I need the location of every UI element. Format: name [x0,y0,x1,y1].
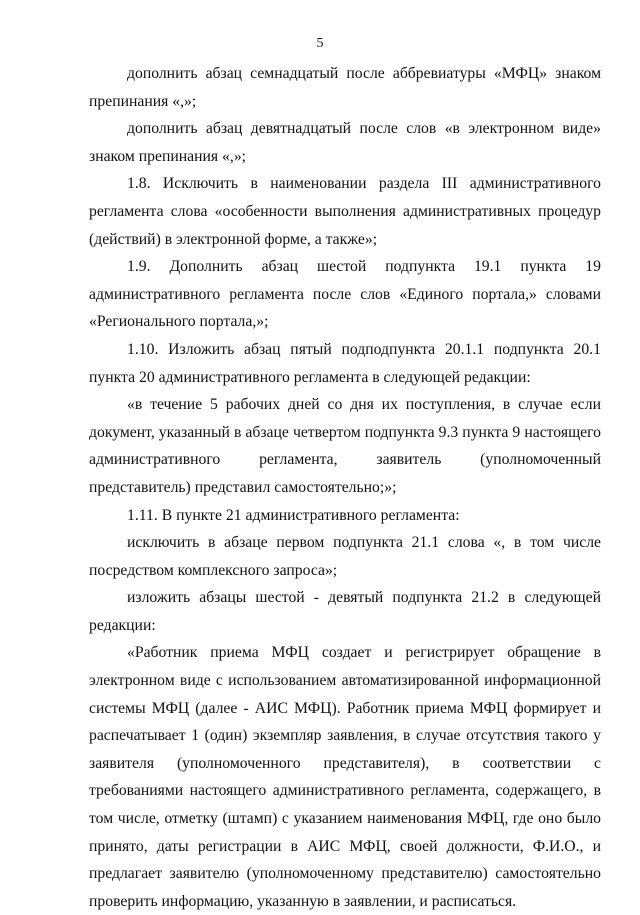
paragraph-amend-nineteenth: дополнить абзац девятнадцатый после слов «в электронном виде» знаком препинания «,»; [89,120,601,165]
paragraph-quote-mfc-worker: «Работник приема МФЦ создает и регистрирует обращение в электронном виде с использованием автоматизированной информационной системы МФЦ (далее - АИС МФЦ). Работник приема МФЦ формирует и распечатывает 1 (один) экземпляр заявления, в случае отсутствия такого у заявителя (уполномоченного представителя), в соответствии с требованиями настоящего административного регламента, содержащего, в том числе, отметку (штамп) с указанием наименования МФЦ, где оно было принято, даты регистрации в АИС МФЦ, своей должности, Ф.И.О., и предлагает заявителю (уполномоченному представителю) самостоятельно проверить информацию, указанную в заявлении, и расписаться. [89,644,601,910]
paragraph-exclude-21-1: исключить в абзаце первом подпункта 21.1 слова «, в том числе посредством комплексного запроса»; [89,534,601,579]
paragraph-item-1-8: 1.8. Исключить в наименовании раздела III административного регламента слова «особенности выполнения административных процедур (действий) в электронной форме, а также»; [89,175,601,248]
paragraph-item-1-9: 1.9. Дополнить абзац шестой подпункта 19.1 пункта 19 административного регламента после слов «Единого портала,» словами «Регионального портала,»; [89,258,601,331]
paragraph-item-1-10: 1.10. Изложить абзац пятый подподпункта 20.1.1 подпункта 20.1 пункта 20 административного регламента в следующей редакции: [89,340,601,386]
paragraph-item-1-11: 1.11. В пункте 21 административного регламента: [127,506,460,524]
paragraph-quote-five-days: «в течение 5 рабочих дней со дня их поступления, в случае если документ, указанный в абзаце четвертом подпункта 9.3 пункта 9 настоящего административного регламента, заявитель (уполномоченный представитель) представил самостоятельно;»; [89,396,601,496]
page-number: 5 [316,36,324,51]
document-body [89,60,601,915]
paragraph-restate-21-2: изложить абзацы шестой - девятый подпункта 21.2 в следующей редакции: [89,589,601,634]
paragraph-amend-seventeenth: дополнить абзац семнадцатый после аббревиатуры «МФЦ» знаком препинания «,»; [89,65,601,110]
